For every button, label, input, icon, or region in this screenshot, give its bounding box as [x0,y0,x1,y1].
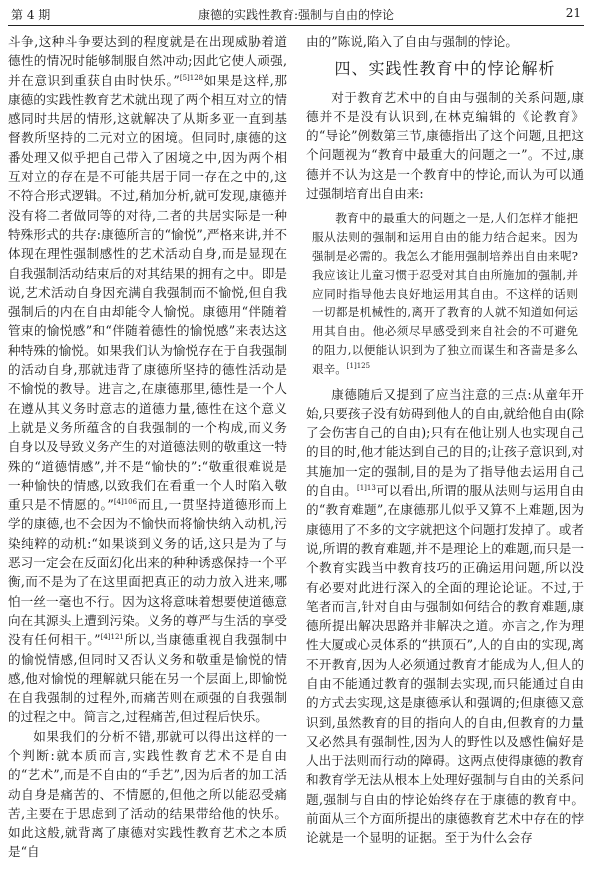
text-run: 斗争,这种斗争要达到的程度就是在出现威胁着道德性的情况时能够制服自然冲动;因此它使人顽强,并在意识到重获自由时快乐。” [8,34,287,88]
citation-ref: [1]13 [357,483,376,492]
issue-number: 第 4 期 [11,8,51,22]
section-heading: 四、实践性教育中的悖论解析 [334,59,556,79]
left-column [8,32,287,862]
text-run: 康德随后又提到了应当注意的三点:从童年开始,只要孩子没有妨碍到他人的自由,就给他自由(除了会伤害自己的自由);只有在他让别人也实现自己的目的时,他才能达到自己的目的;让孩子意识到,对其施加一定的强制,目的是为了指导他去运用自己的自由。 [306,386,584,499]
paragraph [8,32,287,727]
text-run: 如果是这样,那康德的实践性教育艺术就出现了两个相互对立的情感同时共居的情形,这就解决了从斯多亚一直到基督教所坚持的二元对立的困境。但同时,康德的这番处理又似乎把自己带入了困境之中,因为两个相互对立的存在是不可能共居于同一存在之中的,这不符合形式逻辑。不过,稍加分析,就可发现,康德并没有将二者做同等的对待,二者的共居实际是一种特殊形式的共存:康德所言的“愉悦”,严格来讲,并不体现在理性强制感性的艺术活动自身,而是显现在自我强制活动结束后的对其结果的拥有之中。即是说,艺术活动自身因充满自我强制而不愉悦,但自我强制后的内在自由却能令人愉悦。康德用“伴随着管束的愉悦感”和“伴随着德性的愉悦感”来表达这种特殊的愉悦。如果我们认为愉悦存在于自我强制的活动自身,那就违背了康德所坚持的德性活动是不愉悦的教导。进言之,在康德那里,德性是一个人在遵从其义务时意志的道德力量,德性在这个意义上就是义务所蕴含的自我强制的一个构成,而义务自身以及导致义务产生的对道德法则的敬重这一特殊的“道德情感”,并不是“愉快的”:“敬重很难说是一种愉快的情感,以致我们在看重一个人时陷入敬重只是不情愿的。” [8,72,287,513]
running-title: 康德的实践性教育:强制与自由的悖论 [197,8,395,22]
block-quote [306,209,584,378]
right-column [306,32,584,848]
page-header [0,0,592,26]
paragraph: 对于教育艺术中的自由与强制的关系问题,康德并不是没有认识到,在林克编辑的《论教育》的“导论”例数第三节,康德指出了这个问题,且把这个问题视为“教育中最重大的问题之一”。不过,康德并不认为这是一个教育中的悖论,而认为可以通过强制培育出自由来: [306,89,584,202]
text-run: 而且,一贯坚持道德形而上学的康德,也不会因为不愉快而将愉快纳入动机,污染纯粹的动机:“如果谈到义务的话,这只是为了与恶习一定会在反面幻化出来的种种诱惑保持一个平衡,而不是为了在这里面把真正的动力放入进来,哪怕一丝一毫也不行。因为这将意味着想要使道德意向在其源头上遭到污染。义务的尊严与生活的享受没有任何相干。” [8,497,287,648]
citation-ref: [1]125 [346,361,371,370]
text-run: 可以看出,所谓的服从法则与运用自由的“教育难题”,在康德那儿似乎又算不上难题,因为康德用了不多的文字就把这个问题打发掉了。或者说,所谓的教育难题,并不是理论上的难题,而只是一个教育实践当中教育技巧的正确运用问题,所以没有必要对此进行深入的全面的理论论证。不过,于笔者而言,针对自由与强制如何结合的教育难题,康德所提出解决思路并非解决之道。亦言之,作为理性大厦或心灵体系的“拱顶石”,人的自由的实现,离不开教育,因为人必须通过教育才能成为人,但人的自由不能通过教育的强制去实现,而只能通过自由的方式去实现,这是康德承认和强调的;但康德又意识到,虽然教育的目的指向人的自由,但教育的力量又必然具有强制性,因为人的野性以及感性偏好是人出于法则而行动的障碍。这两点使得康德的教育和教育学无法从根本上处理好强制与自由的关系问题,强制与自由的悖论始终存在于康德的教育中。前面从三个方面所提出的康德教育艺术中存在的悖论就是一个显明的证据。至于为什么会存 [306,483,584,846]
page-number: 21 [565,6,581,20]
citation-ref: [5]128 [179,73,204,82]
paragraph: 如果我们的分析不错,那就可以得出这样的一个判断:就本质而言,实践性教育艺术不是自由的“艺术”,而是不自由的“手艺”,因为后者的加工活动自身是痛苦的、不情愿的,但他之所以能忍受痛苦,主要在于思虑到了活动的结果带给他的快乐。如此这般,就背离了康德对实践性教育艺术之本质是“自 [8,728,287,860]
header-rule [8,25,584,26]
citation-ref: [4]106 [113,497,138,506]
quote-text [312,209,578,378]
citation-ref: [4]121 [100,633,124,642]
paragraph: 由的”陈说,陷入了自由与强制的悖论。 [306,34,518,49]
text-run: 所以,当康德重视自我强制中的愉悦情感,但同时又否认义务和敬重是愉悦的情感,他对愉悦的理解就只能在另一个层面上,即愉悦在自我强制的过程外,而痛苦则在顽强的自我强制的过程之中。简言之,过程痛苦,但过程后快乐。 [8,632,287,725]
text-run: 教育中的最重大的问题之一是,人们怎样才能把服从法则的强制和运用自由的能力结合起来。因为强制是必需的。我怎么才能用强制培养出自由来呢?我应该让儿童习惯于忍受对其自由所施加的强制,并应同时指导他去良好地运用其自由。不这样的话则一切都是机械性的,离开了教育的人就不知道如何运用其自由。他必须尽早感受到来自社会的不可避免的阻力,以便能认识到为了独立而谋生和吝啬是多么艰辛。 [312,211,578,376]
paragraph [306,385,584,848]
